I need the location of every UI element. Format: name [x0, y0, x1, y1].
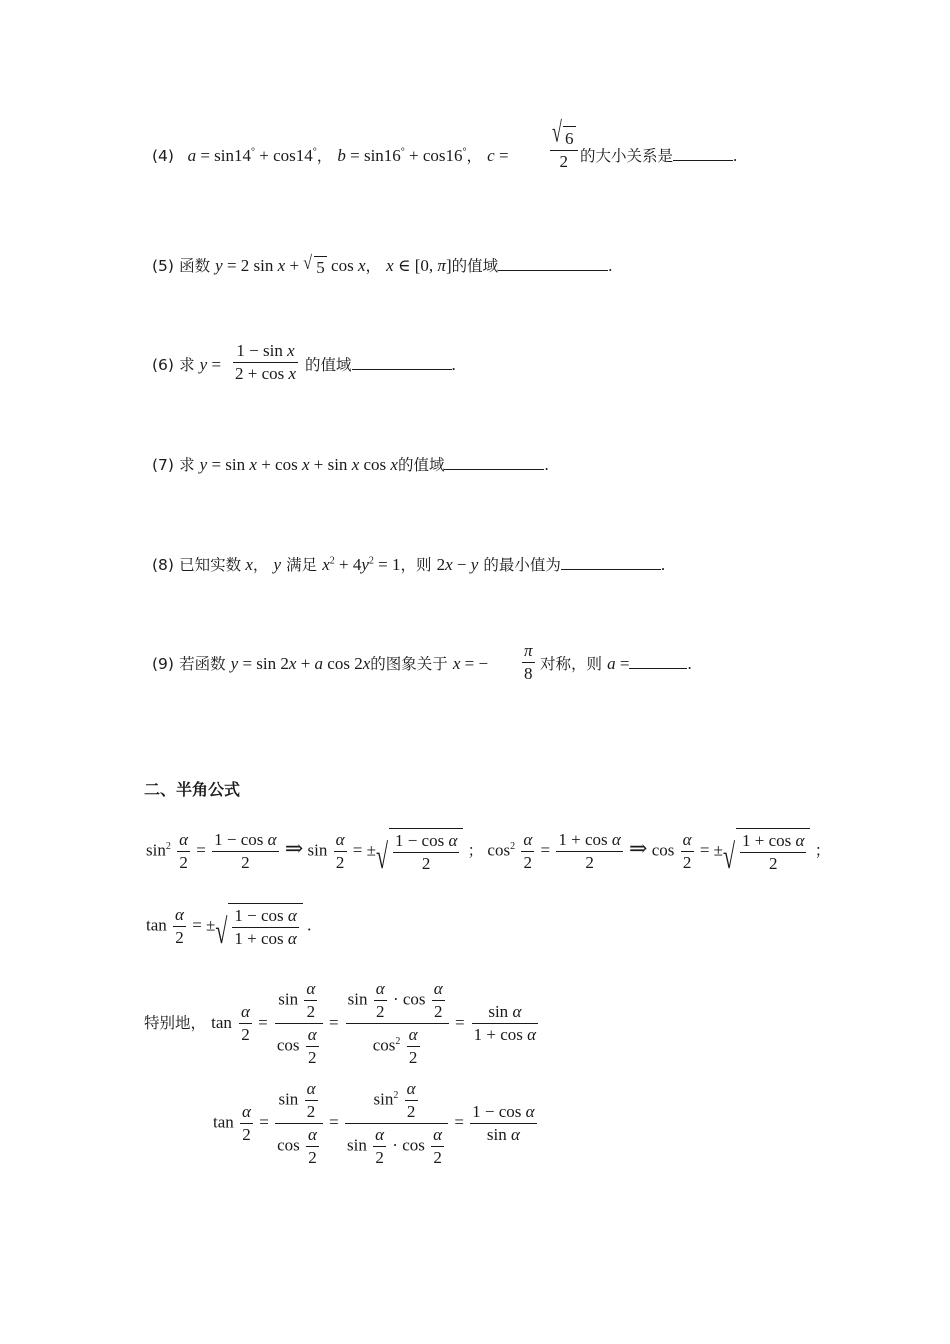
problem-4-fraction: √ 6 2	[550, 126, 578, 173]
half-angle-sin-cos: $\sin^2$ $\frac{\alpha}{2}$ = $\frac{\text{1 − cos α}}{2}$ ⇒ sin $\frac{\alpha}{2}$ = ± √ $\frac{\text{1 − cos α}}{2}$ ； $\cos^2$ $\frac{\alpha}{2}$ = $\frac{\text{1 + cos α}}{2}$ ⇒ cos $\frac{\alpha}{2}$ = ± √ $\frac{\text{1 + cos α}}{2}$ ；	[146, 830, 831, 877]
problem-4-number: (4)	[152, 147, 174, 165]
problem-5-math: y = 2 sin x + √ 5 cos x	[215, 253, 366, 278]
problem-8-text: 的最小值为	[483, 556, 561, 574]
problem-5-number: (5)	[152, 257, 174, 275]
answer-blank-7[interactable]	[444, 455, 544, 470]
problem-8-number: (8)	[152, 556, 174, 574]
answer-blank-5[interactable]	[498, 256, 608, 271]
answer-blank-6[interactable]	[352, 355, 452, 370]
answer-blank-9[interactable]	[629, 654, 687, 669]
problem-6-text: 的值域	[305, 356, 352, 374]
problem-7-number: (7)	[152, 456, 174, 474]
problem-7-text: 的值域	[397, 456, 445, 474]
problem-6-fraction: $\frac{\text{1 − sin x}}{\text{2 + cos x}}$	[235, 341, 297, 383]
answer-blank-8[interactable]	[561, 555, 661, 570]
special-label: 特别地，	[144, 1014, 207, 1032]
special-tan-1: 特别地， tan $\frac{\alpha}{2}$ = sin $\frac{\alpha}{2}$ cos $\frac{\alpha}{2}$ = sin $\frac{\alpha}{2}$ · cos $\frac{\alpha}{2}$ $\cos^2$ $\frac{\alpha}{2}$ = $\frac{\text{sin α}}{\text{1 + cos α}}$	[144, 979, 537, 1067]
problem-8-math: $x^2 + 4y^2 = 1$	[322, 555, 401, 574]
problem-9: (9) 若函数 y = sin 2x + a cos 2x的图象关于 x = −	[152, 654, 489, 673]
answer-blank-4[interactable]	[673, 146, 733, 161]
problem-9-number: (9)	[152, 655, 174, 673]
problem-8: (8) 已知实数 x， y 满足 $x^2 + 4y^2 = 1$，则 2x − y 的最小值为 .	[152, 555, 666, 574]
problem-7-math: y = sin x + cos x + sin x cos x	[199, 455, 398, 474]
section-title: 二、半角公式	[144, 780, 241, 799]
special-tan-2: tan $\frac{\alpha}{2}$ = sin $\frac{\alpha}{2}$ cos $\frac{\alpha}{2}$ = $\sin^2$ $\frac{\alpha}{2}$ sin $\frac{\alpha}{2}$ · cos $\frac{\alpha}{2}$ = $\frac{\text{1 − cos α}}{\text{sin α}}$	[213, 1079, 535, 1167]
half-angle-tan: tan $\frac{\alpha}{2}$ = ± √ $\frac{\text{1 − cos α}}{\text{1 + cos α}}$ .	[146, 905, 312, 952]
problem-6-number: (6)	[152, 356, 174, 374]
problem-5-text: 的值域	[451, 257, 499, 275]
problem-6: (6) 求 y =	[152, 355, 222, 374]
problem-7: (7) 求 y = sin x + cos x + sin x cos x的值域 .	[152, 455, 549, 474]
problem-4-math: a = sin14° + cos14°	[187, 146, 317, 165]
problem-5: (5) 函数 y = 2 sin x + √ 5 cos x， x ∈ [0, π]的值域 .	[152, 253, 613, 278]
problem-9-fraction: $\frac{\pi}{8}$	[524, 641, 533, 683]
problem-4-text: 的大小关系是	[580, 147, 674, 165]
problem-4: (4) a = sin14° + cos14°， b = sin16° + cos16°， c =	[152, 146, 509, 165]
problem-9-math: y = sin 2x + a cos 2x	[230, 654, 371, 673]
